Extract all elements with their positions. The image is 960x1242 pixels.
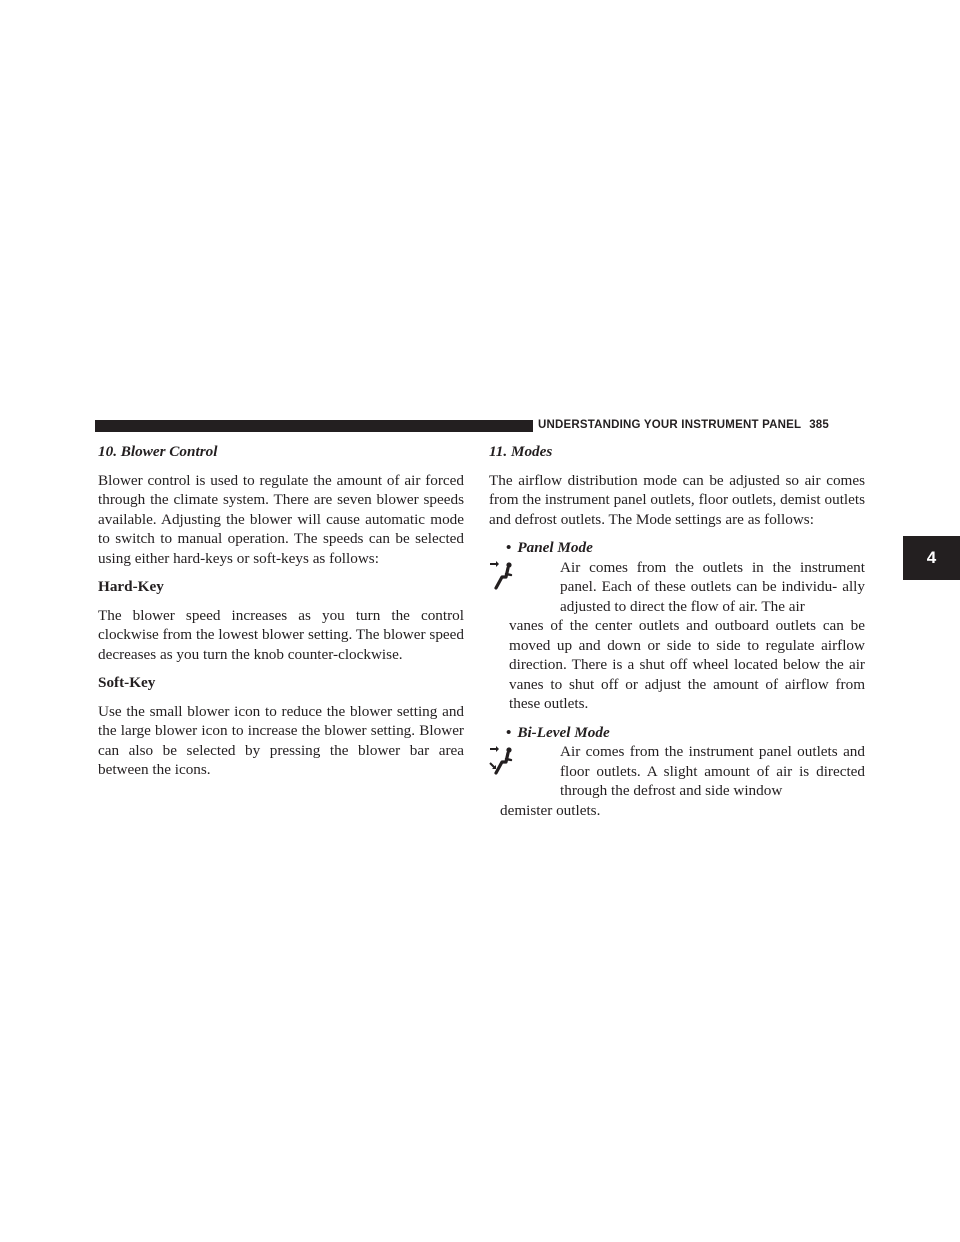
bi-level-mode-icon xyxy=(489,745,521,775)
left-column xyxy=(98,442,464,789)
bi-level-mode-block xyxy=(489,723,865,821)
bi-level-mode-heading: • Bi-Level Mode xyxy=(506,723,610,741)
hard-key-paragraph: The blower speed increases as you turn the control clockwise from the lowest blower setting. The blower speed decreases as you turn the knob counter-clockwise. xyxy=(98,606,465,663)
chapter-tab: 4 xyxy=(903,536,960,580)
soft-key-paragraph: Use the small blower icon to reduce the blower setting and the large blower icon to increase the blower setting. Blower can also be selected by pressing the blower bar area between the icons. xyxy=(98,702,465,778)
panel-mode-indented-text: Air comes from the outlets in the instrument panel. Each of these outlets can be individu- ally adjusted to direct the flow of air. The air xyxy=(560,558,865,615)
section-title-modes: 11. Modes xyxy=(489,443,553,460)
header-title: UNDERSTANDING YOUR INSTRUMENT PANEL xyxy=(538,419,802,431)
running-header xyxy=(538,419,829,431)
section-title-blower-control: 10. Blower Control xyxy=(98,443,218,460)
subheading-hard-key: Hard-Key xyxy=(98,578,164,595)
bi-level-mode-indented-text: Air comes from the instrument panel outlets and floor outlets. A slight amount of air is directed through the defrost and side window xyxy=(560,743,866,799)
page-number: 385 xyxy=(809,419,829,431)
panel-mode-hanging-text: vanes of the center outlets and outboard outlets can be moved up and down or side to side to regulate airflow direction. There is a shut off wheel located below the air vanes to shut off or adjust the amount of airflow from these outlets. xyxy=(509,617,866,712)
panel-mode-icon xyxy=(489,560,521,590)
blower-control-intro: Blower control is used to regulate the amount of air forced through the climate system. There are seven blower speeds available. Adjusting the blower will cause automatic mode to switch to manual operation. The speeds can be selected using either hard-keys or soft-keys as follows: xyxy=(98,471,465,567)
panel-mode-block xyxy=(489,538,865,714)
panel-mode-heading: • Panel Mode xyxy=(506,539,593,556)
right-column xyxy=(489,442,865,829)
header-rule xyxy=(95,420,533,432)
subheading-soft-key: Soft-Key xyxy=(98,674,156,691)
bi-level-mode-hanging-text: demister outlets. xyxy=(500,801,601,819)
modes-intro: The airflow distribution mode can be adjusted so air comes from the instrument panel outlets, floor outlets, demist outlets and defrost outlets. The Mode settings are as follows: xyxy=(489,471,866,528)
